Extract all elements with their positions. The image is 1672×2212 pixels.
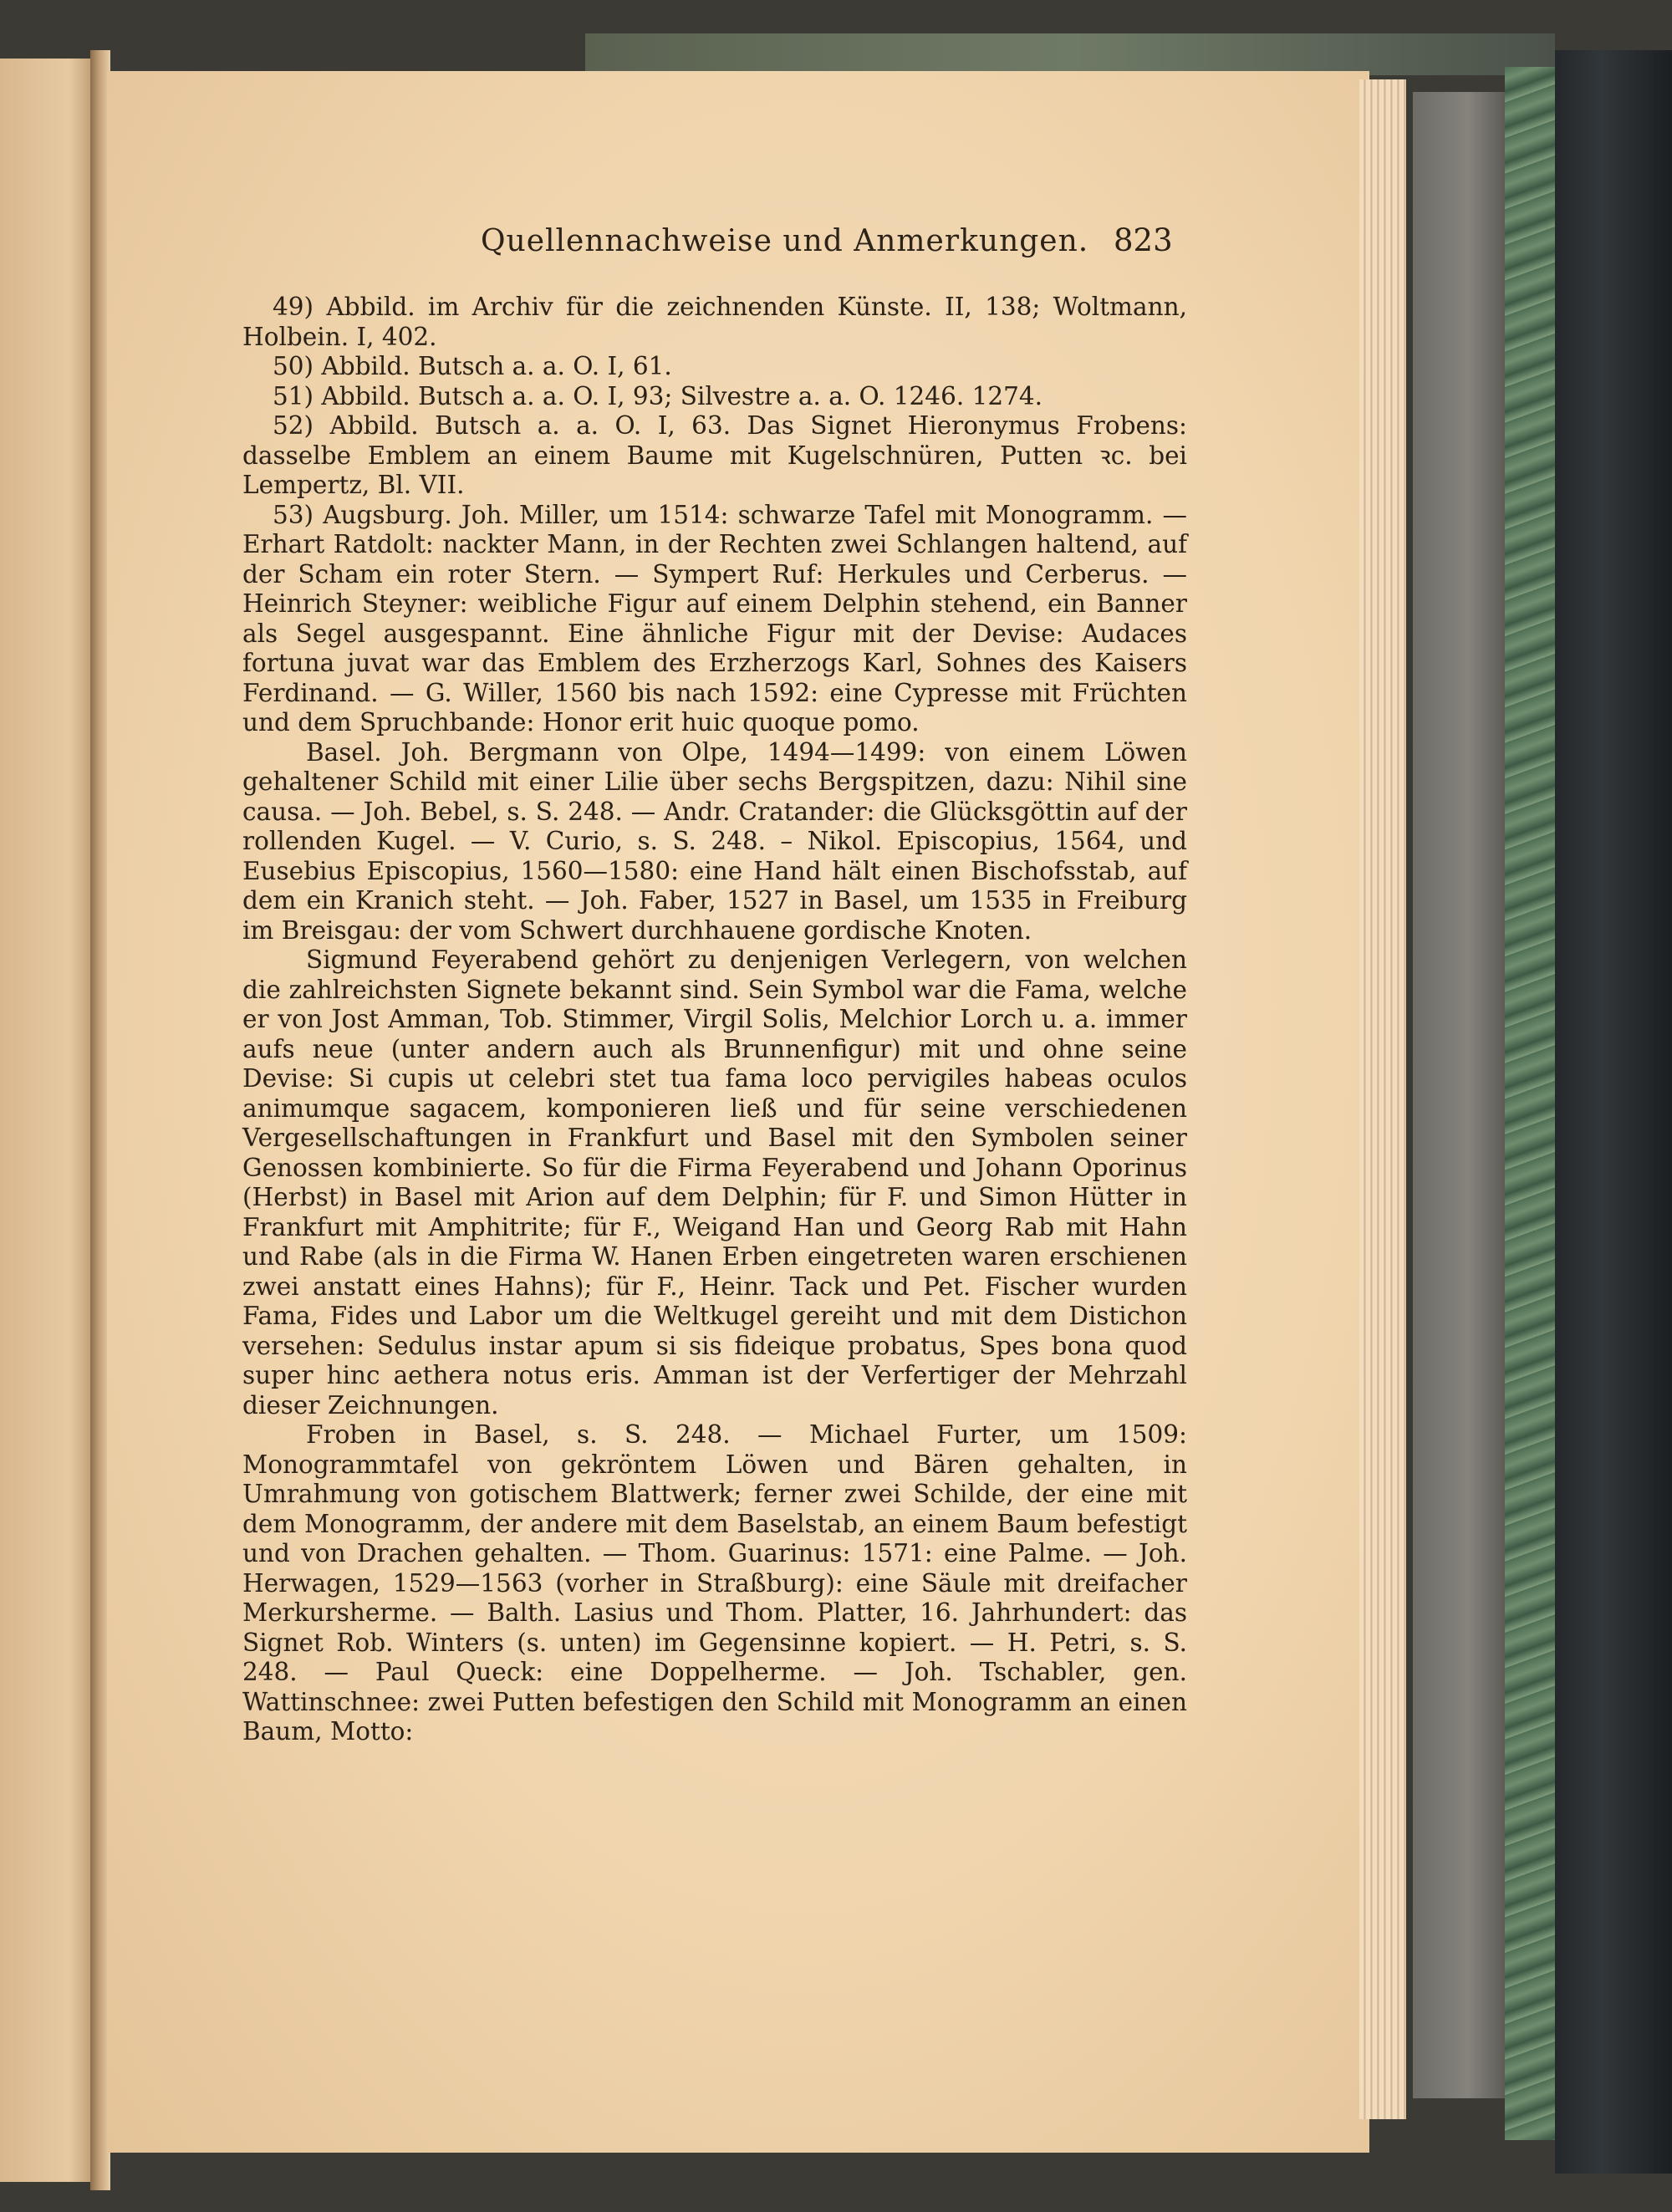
- footnote-51: 51) Abbild. Butsch a. a. O. I, 93; Silvestre a. a. O. 1246. 1274.: [273, 381, 1043, 410]
- book-cover-board: [1555, 50, 1672, 2174]
- page-number: 823: [1114, 222, 1173, 258]
- previous-page-edge: [0, 59, 99, 2182]
- footnote-53: 53) Augsburg. Joh. Miller, um 1514: schwarze Tafel mit Monogramm. — Erhart Ratdolt: nackter Mann, in der Rechten zwei Schlangen haltend, auf der Scham ein roter Stern. — Sympert Ruf: Herkules und Cerberus. — Heinrich Steyner: weibliche Figur auf einem Delphin stehend, ein Banner als Segel ausgespannt. Eine ähnliche Figur mit der Devise: Audaces fortuna juvat war das Emblem des Erzherzogs Karl, Sohnes des Kaisers Ferdinand. — G. Willer, 1560 bis nach 1592: eine Cypresse mit Früchten und dem Spruchbande: Honor erit huic quoque pomo.: [242, 500, 1187, 736]
- paragraph-feyerabend: Sigmund Feyerabend gehört zu denjenigen Verlegern, von welchen die zahlreichsten Signete bekannt sind. Sein Symbol war die Fama, welche er von Jost Amman, Tob. Stimmer, Virgil Solis, Melchior Lorch u. a. immer aufs neue (unter andern auch als Brunnenfigur) mit und ohne seine Devise: Si cupis ut celebri stet tua fama loco pervigiles habeas oculos animumque sagacem, komponieren ließ und für seine verschiedenen Vergesellschaftungen in Frankfurt und Basel mit den Symbolen seiner Genossen kombinierte. So für die Firma Feyerabend und Johann Oporinus (Herbst) in Basel mit Arion auf dem Delphin; für F. und Simon Hütter in Frankfurt mit Amphitrite; für F., Weigand Han und Georg Rab mit Hahn und Rabe (als in die Firma W. Hanen Erben eingetreten waren erschienen zwei anstatt eines Hahns); für F., Heinr. Tack und Pet. Fischer wurden Fama, Fides und Labor um die Weltkugel gereiht und mit dem Distichon versehen: Sedulus instar apum si sis fideique probatus, Spes bona quod super hinc aethera notus eris. Amman ist der Verfertiger der Mehrzahl dieser Zeichnungen.: [242, 945, 1187, 1419]
- page-stack-edges: [1359, 79, 1406, 2119]
- paragraph-basel: Basel. Joh. Bergmann von Olpe, 1494—1499: von einem Löwen gehaltener Schild mit einer Lilie über sechs Bergspitzen, dazu: Nihil sine causa. — Joh. Bebel, s. S. 248. — Andr. Cratander: die Glücksgöttin auf der rollenden Kugel. — V. Curio, s. S. 248. – Nikol. Episcopius, 1564, und Eusebius Episcopius, 1560—1580: eine Hand hält einen Bischofsstab, auf dem ein Kranich steht. — Joh. Faber, 1527 in Basel, um 1535 in Freiburg im Breisgau: der vom Schwert durchhauene gordische Knoten.: [242, 737, 1187, 945]
- page-text: [242, 293, 1187, 1747]
- book-cover-top: [585, 33, 1555, 75]
- footnote-50: 50) Abbild. Butsch a. a. O. I, 61.: [273, 352, 672, 380]
- paragraph-froben: Froben in Basel, s. S. 248. — Michael Furter, um 1509: Monogrammtafel von gekröntem Löwen und Bären gehalten, in Umrahmung von gotischem Blattwerk; ferner zwei Schilde, der eine mit dem Monogramm, der andere mit dem Baselstab, an einem Baum befestigt und von Drachen gehalten. — Thom. Guarinus: 1571: eine Palme. — Joh. Herwagen, 1529—1563 (vorher in Straßburg): eine Säule mit dreifacher Merkursherme. — Balth. Lasius und Thom. Platter, 16. Jahrhundert: das Signet Rob. Winters (s. unten) im Gegensinne kopiert. — H. Petri, s. S. 248. — Paul Queck: eine Doppelherme. — Joh. Tschabler, gen. Wattinschnee: zwei Putten befestigen den Schild mit Monogramm an einen Baum, Motto:: [242, 1420, 1187, 1746]
- footnote-49: 49) Abbild. im Archiv für die zeichnenden Künste. II, 138; Woltmann, Holbein. I, 402.: [242, 293, 1187, 351]
- endpaper-edge: [1413, 92, 1505, 2098]
- running-title: Quellennachweise und Anmerkungen.: [481, 224, 1089, 258]
- footnote-52: 52) Abbild. Butsch a. a. O. I, 63. Das Signet Hieronymus Frobens: dasselbe Emblem an einem Baume mit Kugelschnüren, Putten ꝛc. bei Lempertz, Bl. VII.: [242, 411, 1187, 499]
- marbled-cover-edge: [1505, 67, 1555, 2140]
